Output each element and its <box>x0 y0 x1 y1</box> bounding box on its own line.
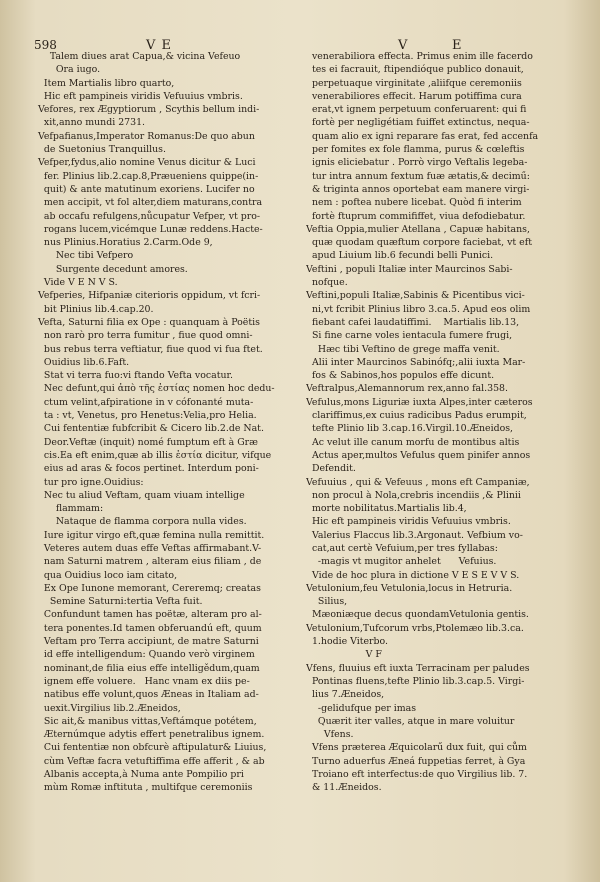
text-line: fortè ftuprum commififfet, viua defodiebatur. <box>306 210 526 222</box>
text-line: Vefpafianus,Imperator Romanus:De quo abun <box>32 130 255 142</box>
text-line: Actus aper,multos Vefulus quem pinifer annos <box>306 449 531 461</box>
text-line: clariffimus,ex cuius radicibus Padus erumpit, <box>306 410 527 422</box>
text-line: non procul à Nola,crebris incendiis ,& Plinii <box>306 489 521 501</box>
text-line: nus Plinius.Horatius 2.Carm.Ode 9, <box>32 237 213 249</box>
text-line: Vfens præterea Æquicolarű dux fuit, qui cům <box>306 742 527 754</box>
text-line: Ora iugo. <box>32 64 101 76</box>
text-line: Cui fententiæ fubfcribit & Cicero lib.2.de Nat. <box>32 423 264 435</box>
text-line: Vfens, fluuius eft iuxta Terracinam per paludes <box>306 662 530 674</box>
text-line: Nataque de flamma corpora nulla vides. <box>32 516 247 528</box>
text-line: Æternúmque adytis effert penetralibus ignem. <box>32 729 265 741</box>
text-line: Cui fententiæ non obfcurè aftipulatur& Liuius, <box>32 742 267 754</box>
text-line: Vide de hoc plura in dictione V E S E V V S. <box>306 569 520 581</box>
text-line: Ac velut ille canum morfu de montibus altis <box>306 436 520 448</box>
text-line: tes ei facrauit, ftipendióque publico donauit, <box>306 64 524 76</box>
text-line: fortè per negligétiam fuiffet extinctus, nequa- <box>306 117 530 129</box>
text-line: Silius, <box>306 596 348 608</box>
text-line: Vetulonium,feu Vetulonia,locus in Hetruria. <box>306 582 513 594</box>
text-line: Valerius Flaccus lib.3.Argonaut. Vefbium vo- <box>306 529 523 541</box>
text-line: rogans lucem,vicémque Lunæ reddens.Hacte- <box>32 223 263 235</box>
text-line: Surgente decedunt amores. <box>32 263 188 275</box>
text-line: ignem effe voluere. Hanc vnam ex diis pe- <box>32 675 250 687</box>
text-line: Vfens. <box>306 729 354 741</box>
text-line: & 11.Æneidos. <box>306 782 382 794</box>
text-line: Hæc tibi Veftino de grege maffa venit. <box>306 343 500 355</box>
running-head-right-2: E <box>452 38 463 53</box>
text-line: Veftini,populi Italiæ,Sabinis & Picentibus vici- <box>306 290 525 302</box>
text-line: Pontinas fluens,tefte Plinio lib.3.cap.5. Virgi- <box>306 675 525 687</box>
text-line: Vide V E N V S. <box>32 277 118 289</box>
text-line: Si fine carne voles ientacula fumere frugi, <box>306 330 513 342</box>
text-line: Vefperies, Hifpaniæ citerioris oppidum, vt fcri- <box>32 290 261 302</box>
running-head-right: V <box>398 38 409 53</box>
text-line: natibus effe volunt,quos Æneas in Italiam ad- <box>32 689 259 701</box>
right-text-column <box>306 50 576 795</box>
text-line: Confundunt tamen has poëtæ, alteram pro al- <box>32 609 262 621</box>
text-line: cùm Veftæ facra vetuftiffima effe afferit , & ab <box>32 755 265 767</box>
text-line: perpetuaque virginitate ,aliifque ceremoniis <box>306 77 522 89</box>
text-line: men accipit, vt fol alter,diem maturans,contra <box>32 197 263 209</box>
text-line: ni,vt fcribit Plinius libro 3.ca.5. Apud eos olim <box>306 303 531 315</box>
text-line: eius ad aras & focos pertinet. Interdum poni- <box>32 463 259 475</box>
text-line: non rarò pro terra fumitur , fiue quod omni- <box>32 330 253 342</box>
text-line: Nec tu aliud Veftam, quam viuam intellige <box>32 489 245 501</box>
text-line: id effe intelligendum: Quando verò virginem <box>32 649 255 661</box>
text-line: uexit.Virgilius lib.2.Æneidos, <box>32 702 181 714</box>
text-line: bus rebus terra veftiatur, fiue quod vi fua ftet. <box>32 343 263 355</box>
text-line: Vefper,fydus,alio nomine Venus dicitur & Luci <box>32 157 256 169</box>
text-line: Stat vi terra fuo:vi ftando Vefta vocatur. <box>32 370 233 382</box>
text-line: ignis eliciebatur . Porrò virgo Veftalis legeba- <box>306 157 528 169</box>
text-line: Sic ait,& manibus vittas,Veftámque potétem, <box>32 715 257 727</box>
text-line: Veftralpus,Alemannorum rex,anno fal.358. <box>306 383 508 395</box>
text-line: Ex Ope Iunone memorant, Cereremq; creatas <box>32 582 261 594</box>
text-line: Alii inter Maurcinos Sabinófq;,alii iuxta Mar- <box>306 356 526 368</box>
text-line: Mæoniæque decus quondamVetulonia gentis. <box>306 609 529 621</box>
text-line: Vefores, rex Ægyptiorum , Scythis bellum indi- <box>32 104 260 116</box>
text-line: Nec defunt,qui ἀπὸ τῆς ἑστίας nomen hoc dedu- <box>32 383 275 395</box>
text-line: fer. Plinius lib.2.cap.8,Præueniens quippe(in- <box>32 170 259 182</box>
text-line: nam Saturni matrem , alteram eius filiam , de <box>32 556 262 568</box>
text-line: bit Plinius lib.4.cap.20. <box>32 303 154 315</box>
text-line: Ouidius lib.6.Faft. <box>32 356 130 368</box>
text-line: per fomites ex fole flamma, purus & cœleftis <box>306 144 525 156</box>
text-line: Deor.Veftæ (inquit) nomé fumptum eft à Græ <box>32 436 258 448</box>
text-line: fiebant cafei laudatiffimi. Martialis lib.13, <box>306 316 520 328</box>
text-line: fos & Sabinos,hos populos effe dicunt. <box>306 370 495 382</box>
text-line: Talem diues arat Capua,& vicina Vefeuo <box>32 51 241 62</box>
text-line: ctum velint,afpiratione in v cófonanté muta- <box>32 396 254 408</box>
text-line: Defendit. <box>306 463 356 475</box>
text-line: -gelidufque per imas <box>306 702 417 714</box>
text-line: Veteres autem duas effe Veftas affirmabant.V- <box>32 542 262 554</box>
text-line: nominant,de filia eius effe intelligědum,quam <box>32 662 260 674</box>
text-line: venerabiliora effecta. Primus enim ille facerdo <box>306 51 533 62</box>
text-line: lius 7.Æneidos, <box>306 689 385 701</box>
text-line: Iure igitur virgo eft,quæ femina nulla remittit. <box>32 529 265 541</box>
text-line: Hic eft pampineis viridis Vefuuius vmbris. <box>306 516 511 528</box>
text-line: nem : poftea nubere licebat. Quòd fi interim <box>306 197 522 209</box>
text-line: Vefta, Saturni filia ex Ope : quanquam à Poëtis <box>32 316 260 328</box>
text-line: ta : vt, Venetus, pro Henetus:Velia,pro Helia. <box>32 410 257 422</box>
text-line: Troiano eft interfectus:de quo Virgilius lib. 7. <box>306 769 528 781</box>
text-line: tur pro igne.Ouidius: <box>32 476 144 488</box>
text-line: & triginta annos oportebat eam manere virgi- <box>306 183 530 195</box>
text-line: quæ quodam quæftum corpore faciebat, vt eft <box>306 237 532 249</box>
text-line: tefte Plinio lib 3.cap.16.Virgil.10.Æneidos, <box>306 423 514 435</box>
text-line: venerabiliores effecit. Harum potiffima cura <box>306 90 522 102</box>
text-line: qua Ouidius loco iam citato, <box>32 569 178 581</box>
text-line: Turno aduerfus Æneá fuppetias ferret, à Gya <box>306 755 526 767</box>
text-line: quam alio ex igni reparare fas erat, fed accenfa <box>306 130 539 142</box>
text-line: morte nobilitatus.Martialis lib.4, <box>306 503 467 515</box>
text-line: tur intra annum fextum fuæ ætatis,& decimű: <box>306 170 530 182</box>
running-head-left: V E <box>146 38 173 53</box>
text-line: Vetulonium,Tufcorum vrbs,Ptolemæo lib.3.ca. <box>306 622 524 634</box>
text-line: tera ponentes.Id tamen obferuandú eft, quum <box>32 622 262 634</box>
text-line: Vefuuius , qui & Vefeuus , mons eft Campaniæ, <box>306 476 530 488</box>
text-line: quit) & ante matutinum exoriens. Lucifer no <box>32 183 255 195</box>
text-line: ab occafu refulgens,nůcupatur Vefper, vt pro- <box>32 210 261 222</box>
text-line: xit,anno mundi 2731. <box>32 117 146 129</box>
text-line: mùm Romæ inftituta , multifque ceremoniis <box>32 782 253 794</box>
text-line: Albanis accepta,à Numa ante Pompilio pri <box>32 769 244 781</box>
text-line: cat,aut certè Vefuium,per tres fyllabas: <box>306 542 498 554</box>
text-line: flammam: <box>32 503 104 515</box>
text-line: Vefulus,mons Liguriæ iuxta Alpes,inter cæteros <box>306 396 533 408</box>
text-line: Hic eft pampineis viridis Vefuuius vmbris. <box>32 90 243 102</box>
text-line: apud Liuium lib.6 fecundi belli Punici. <box>306 250 494 262</box>
text-line: nofque. <box>306 277 348 289</box>
text-line: 1.hodie Viterbo. <box>306 636 388 648</box>
text-line: Nec tibi Vefpero <box>32 250 134 262</box>
text-line: erat,vt ignem perpetuum conferuarent: qui fi <box>306 104 527 116</box>
text-line: Veftini , populi Italiæ inter Maurcinos Sabi- <box>306 263 513 275</box>
text-line: Quærit iter valles, atque in mare voluitur <box>306 715 515 727</box>
text-line: Item Martialis libro quarto, <box>32 77 175 89</box>
text-line: cis.Ea eft enim,quæ ab illis ἑστία dicitur, vifque <box>32 449 272 461</box>
page-number: 598 <box>34 38 57 52</box>
left-text-column <box>32 50 300 795</box>
text-line: Semine Saturni:tertia Vefta fuit. <box>32 596 203 608</box>
text-line: Veftia Oppia,mulier Atellana , Capuæ habitans, <box>306 223 530 235</box>
text-line: de Suetonius Tranquillus. <box>32 144 166 156</box>
text-line: Veftam pro Terra accipiunt, de matre Saturni <box>32 636 259 648</box>
text-line: V F <box>306 649 382 661</box>
text-line: -magis vt mugitor anhelet Vefuius. <box>306 556 497 568</box>
